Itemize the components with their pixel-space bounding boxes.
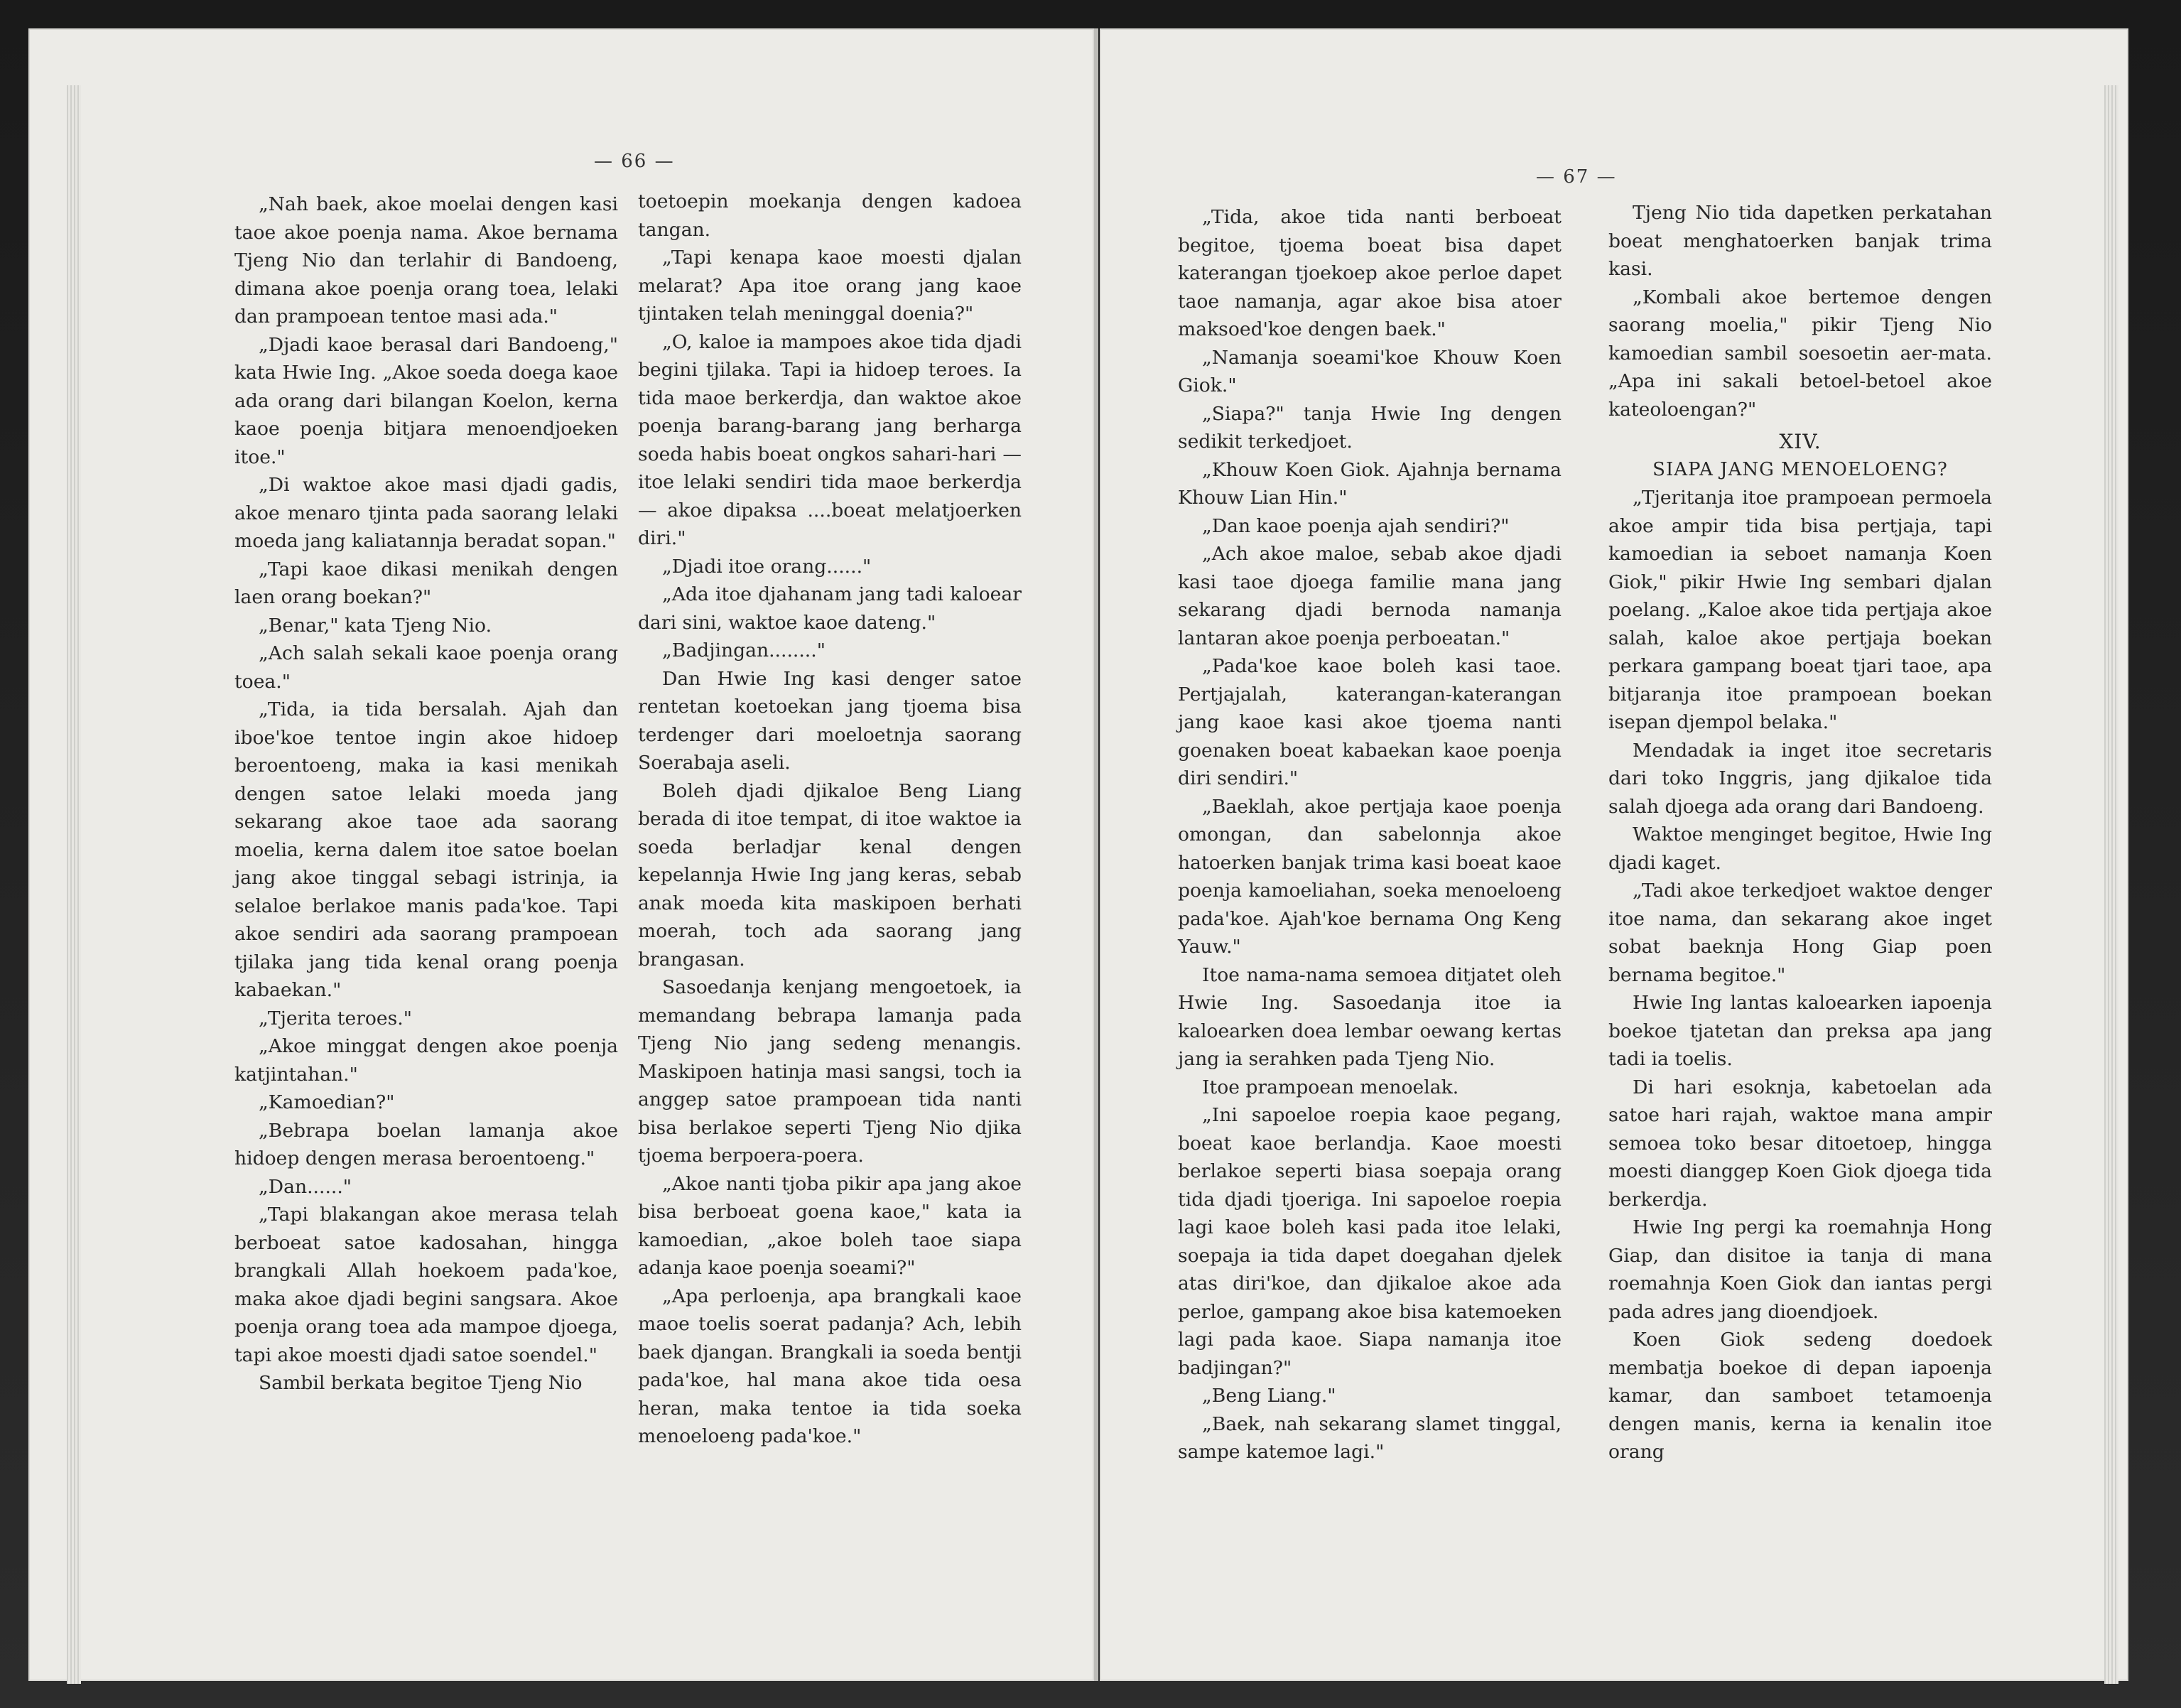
paragraph: „Djadi itoe orang......" bbox=[662, 555, 872, 578]
paragraph: „Tadi akoe terkedjoet waktoe denger itoe nama, dan sekarang akoe inget sobat baeknja Hong Giap poen bernama begitoe." bbox=[1608, 880, 1992, 986]
paragraph: Sambil berkata begitoe Tjeng Nio bbox=[259, 1372, 583, 1394]
chapter-number: XIV. bbox=[1779, 430, 1822, 453]
paragraph: „Namanja soeami'koe Khouw Koen Giok." bbox=[1178, 346, 1562, 396]
paragraph: „Apa perloenja, apa brangkali kaoe maoe toelis soerat padanja? Ach, lebih baek djangan. Brangkali ia soeda bentji pada'koe, hal mana akoe tida oesa heran, maka tentoe ia tida soeka menoeloeng pada'koe." bbox=[638, 1285, 1022, 1447]
paragraph: „Kombali akoe bertemoe dengen saorang moelia," pikir Tjeng Nio kamoedian sambil soesoetin aer-mata. „Apa ini sakali betoel-betoel akoe kateoloengan?" bbox=[1608, 286, 1992, 421]
paragraph: Di hari esoknja, kabetoelan ada satoe hari rajah, waktoe mana ampir semoea toko besar ditoetoep, hingga moesti dianggep Koen Giok djoega tida berkerdja. bbox=[1608, 1076, 1992, 1211]
paragraph: Koen Giok sedeng doedoek membatja boekoe di depan iapoenja kamar, dan samboet tetamoenja dengen manis, kerna ia kenalin itoe orang bbox=[1608, 1329, 1992, 1463]
paragraph: „Tida, ia tida bersalah. Ajah dan iboe'koe tentoe ingin akoe hidoep beroentoeng, maka ia kasi menikah dengen satoe lelaki moeda jang sekarang akoe taoe ada saorang moelia, kerna dalem itoe satoe boelan jang akoe tinggal sebagi istrinja, ia selaloe berlakoe manis pada'koe. Tapi akoe sendiri ada saorang prampoean tjilaka jang tida kenal orang poenja kabaekan." bbox=[234, 698, 618, 1001]
page-edge-lines bbox=[67, 85, 81, 1684]
paragraph: „Tjeritanja itoe prampoean permoela akoe ampir tida bisa pertjaja, tapi kamoedian ia seboet namanja Koen Giok," pikir Hwie Ing sembari djalan poelang. „Kaloe akoe tida pertjaja akoe salah, kaloe akoe pertjaja boekan perkara gampang boeat tjari taoe, apa bitjaranja itoe prampoean boekan isepan djempol belaka." bbox=[1608, 487, 1992, 733]
paragraph: „Di waktoe akoe masi djadi gadis, akoe menaro tjinta pada saorang lelaki moeda jang kaliatannja beradat sopan." bbox=[234, 474, 618, 552]
paragraph: „Beng Liang." bbox=[1202, 1385, 1336, 1407]
paragraph: „Tapi blakangan akoe merasa telah berboeat satoe kadosahan, hingga brangkali Allah hoekoem pada'koe, maka akoe djadi begini sangsara. Akoe poenja orang toea ada mampoe djoega, tapi akoe moesti djadi satoe soendel." bbox=[234, 1204, 618, 1366]
page-edge-lines bbox=[2104, 85, 2118, 1684]
left-page bbox=[28, 28, 1098, 1681]
paragraph: „Dan kaoe poenja ajah sendiri?" bbox=[1202, 514, 1510, 537]
right-page bbox=[1100, 28, 2128, 1681]
paragraph: „O, kaloe ia mampoes akoe tida djadi begini tjilaka. Tapi ia hidoep teroes. Ia tida maoe berkerdja, dan waktoe akoe poenja barang-barang jang berharga soeda habis boeat ongkos sahari-hari — itoe lelaki sendiri tida maoe berkerdja — akoe dipaksa ....boeat melatjoerken diri." bbox=[638, 330, 1022, 549]
paragraph: toetoepin moekanja dengen kadoea tangan. bbox=[638, 190, 1022, 241]
paragraph: „Akoe minggat dengen akoe poenja katjintahan." bbox=[234, 1035, 618, 1086]
paragraph: Itoe nama-nama semoea ditjatet oleh Hwie Ing. Sasoedanja itoe ia kaloearken doea lembar oewang kertas jang ia serahken pada Tjeng Nio. bbox=[1178, 963, 1562, 1070]
paragraph: Boleh djadi djikaloe Beng Liang berada di itoe tempat, di itoe waktoe ia soeda berladjar kenal dengen kepelannja Hwie Ing jang keras, sebab anak moeda kita maskipoen berhati moerah, toch ada saorang jang brangasan. bbox=[638, 779, 1022, 971]
text-column-left-2 bbox=[638, 188, 1022, 1451]
text-column-left-1 bbox=[234, 190, 618, 1398]
paragraph: „Tapi kenapa kaoe moesti djalan melarat? Apa itoe orang jang kaoe tjintaken telah meninggal doenia?" bbox=[638, 247, 1022, 325]
paragraph: „Ach salah sekali kaoe poenja orang toea." bbox=[234, 642, 618, 693]
text-column-right-1 bbox=[1178, 203, 1562, 1466]
paragraph: „Ini sapoeloe roepia kaoe pegang, boeat kaoe berlandja. Kaoe moesti berlakoe seperti biasa soepaja orang tida djadi tjoeriga. Ini sapoeloe roepia lagi kaoe boleh kasi pada itoe lelaki, soepaja ia tida dapet doegahan djelek atas diri'koe, dan djikaloe akoe ada perloe, gampang akoe bisa katemoeken lagi pada kaoe. Siapa namanja itoe badjingan?" bbox=[1178, 1104, 1562, 1379]
paragraph: „Nah baek, akoe moelai dengen kasi taoe akoe poenja nama. Akoe bernama Tjeng Nio dan terlahir di Bandoeng, dimana akoe poenja orang toea, lelaki dan prampoean tentoe masi ada." bbox=[234, 193, 618, 328]
paragraph: „Badjingan........" bbox=[662, 639, 826, 661]
page-number: — 67 — bbox=[1536, 166, 1617, 188]
paragraph: „Ach akoe maloe, sebab akoe djadi kasi taoe djoega familie mana jang sekarang djadi bernoda namanja lantaran akoe poenja perboeatan." bbox=[1178, 543, 1562, 649]
paragraph: „Baeklah, akoe pertjaja kaoe poenja omongan, dan sabelonnja akoe hatoerken banjak trima kasi boeat kaoe poenja kamoeliahan, soeka menoeloeng pada'koe. Ajah'koe bernama Ong Keng Yauw." bbox=[1178, 795, 1562, 958]
paragraph: „Benar," kata Tjeng Nio. bbox=[259, 614, 492, 637]
paragraph: „Kamoedian?" bbox=[259, 1091, 395, 1113]
paragraph: „Tapi kaoe dikasi menikah dengen laen orang boekan?" bbox=[234, 558, 618, 608]
paragraph: „Siapa?" tanja Hwie Ing dengen sedikit terkedjoet. bbox=[1178, 402, 1562, 453]
paragraph: Hwie Ing lantas kaloearken iapoenja boekoe tjatetan dan preksa apa jang tadi ia toelis. bbox=[1608, 992, 1992, 1070]
paragraph: Itoe prampoean menoelak. bbox=[1202, 1076, 1459, 1098]
paragraph: Tjeng Nio tida dapetken perkatahan boeat menghatoerken banjak trima kasi. bbox=[1608, 202, 1992, 280]
chapter-title: SIAPA JANG MENOELOENG? bbox=[1652, 458, 1948, 480]
paragraph: „Pada'koe kaoe boleh kasi taoe. Pertjajalah, katerangan-katerangan jang kaoe kasi akoe tjoema nanti goenaken boeat kabaekan kaoe poenja diri sendiri." bbox=[1178, 655, 1562, 789]
paragraph: „Khouw Koen Giok. Ajahnja bernama Khouw Lian Hin." bbox=[1178, 458, 1562, 509]
text-column-right-2 bbox=[1608, 199, 1992, 1466]
paragraph: „Baek, nah sekarang slamet tinggal, sampe katemoe lagi." bbox=[1178, 1412, 1562, 1463]
paragraph: „Dan......" bbox=[259, 1175, 352, 1198]
paragraph: „Tida, akoe tida nanti berboeat begitoe, tjoema boeat bisa dapet katerangan tjoekoep akoe perloe dapet taoe namanja, agar akoe bisa atoer maksoed'koe dengen baek." bbox=[1178, 206, 1562, 340]
paragraph: „Tjerita teroes." bbox=[259, 1007, 412, 1029]
page-number: — 66 — bbox=[594, 151, 675, 172]
paragraph: Sasoedanja kenjang mengoetoek, ia memandang bebrapa lamanja pada Tjeng Nio jang sedeng menangis. Maskipoen hatinja masi sangsi, toch ia anggep satoe prampoean tida nanti bisa berlakoe seperti Tjeng Nio djika tjoema berpoera-poera. bbox=[638, 976, 1022, 1167]
paragraph: „Ada itoe djahanam jang tadi kaloear dari sini, waktoe kaoe dateng." bbox=[638, 583, 1022, 634]
paragraph: Dan Hwie Ing kasi denger satoe rentetan koetoekan jang tjoema bisa terdenger dari moeloetnja saorang Soerabaja aseli. bbox=[638, 667, 1022, 774]
paragraph: „Djadi kaoe berasal dari Bandoeng," kata Hwie Ing. „Akoe soeda doega kaoe ada orang dari bilangan Koelon, kerna kaoe poenja bitjara menoendjoeken itoe." bbox=[234, 333, 618, 468]
paragraph: Waktoe menginget begitoe, Hwie Ing djadi kaget. bbox=[1608, 823, 1992, 874]
paragraph: Hwie Ing pergi ka roemahnja Hong Giap, dan disitoe ia tanja di mana roemahnja Koen Giok dan iantas pergi pada adres jang dioendjoek. bbox=[1608, 1216, 1992, 1323]
paragraph: „Bebrapa boelan lamanja akoe hidoep dengen merasa beroentoeng." bbox=[234, 1119, 618, 1169]
paragraph: Mendadak ia inget itoe secretaris dari toko Inggris, jang djikaloe tida salah djoega ada orang dari Bandoeng. bbox=[1608, 739, 1992, 818]
paragraph: „Akoe nanti tjoba pikir apa jang akoe bisa berboeat goena kaoe," kata ia kamoedian, „akoe boleh taoe siapa adanja kaoe poenja soeami?" bbox=[638, 1172, 1022, 1279]
